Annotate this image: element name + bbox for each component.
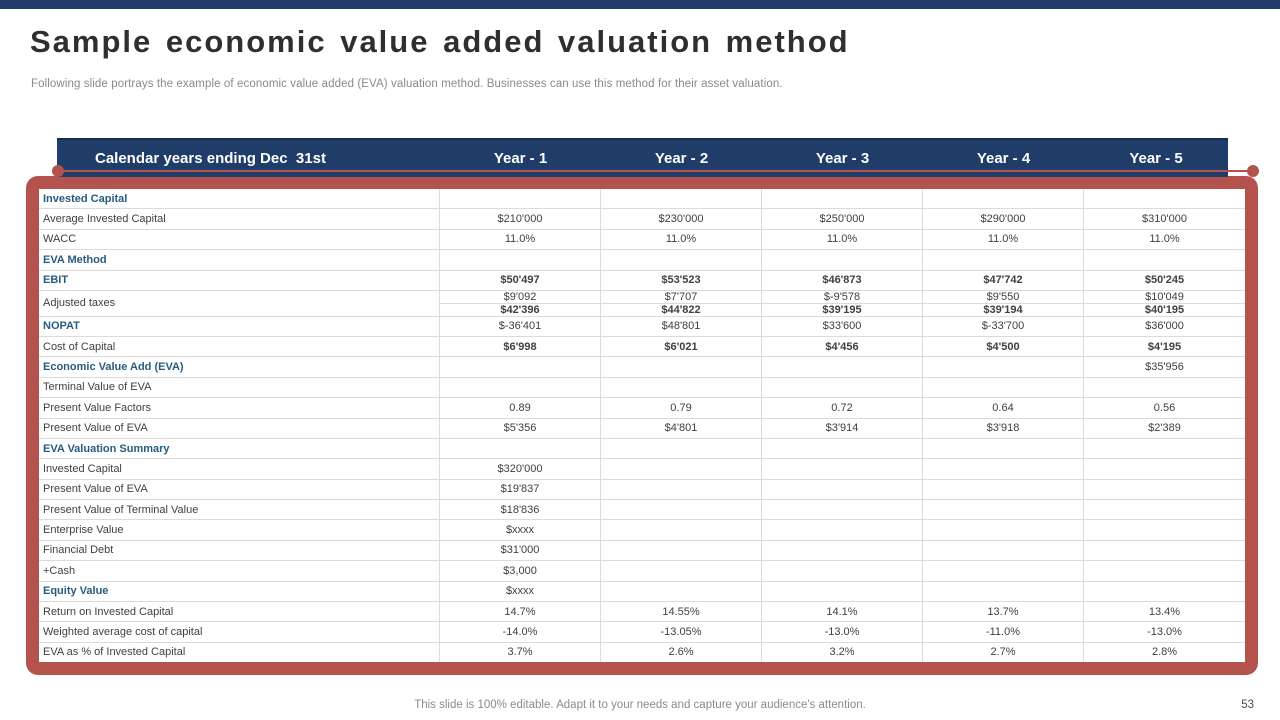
cell-value [762,582,923,601]
decorative-dot-right [1247,165,1259,177]
cell-value [1084,439,1245,458]
cell-value: 0.64 [923,398,1084,417]
row-label: Invested Capital [39,189,440,208]
header-cell-calendar: Calendar years ending Dec 31st [95,150,326,167]
cell-value: $31'000 [440,541,601,560]
cell-value [923,189,1084,208]
cell-value [601,541,762,560]
table-cell [923,291,1084,316]
cell-value: 0.72 [762,398,923,417]
cell-value [1084,459,1245,478]
row-label: Present Value Factors [39,398,440,417]
cell-value: 11.0% [440,230,601,249]
table-cell [762,291,923,316]
cell-value: $33'600 [762,317,923,336]
cell-value: $40'195 [1144,303,1185,316]
cell-value [440,378,601,397]
cell-value: $3,000 [440,561,601,580]
cell-value [762,439,923,458]
row-label: Return on Invested Capital [39,602,440,621]
cell-value [923,582,1084,601]
table-row [39,439,1245,459]
cell-value [762,520,923,539]
table-row [39,337,1245,357]
cell-value: 0.79 [601,398,762,417]
cell-value [923,378,1084,397]
cell-value [923,480,1084,499]
cell-value [762,541,923,560]
cell-value: $44'822 [661,303,701,316]
cell-value: -14.0% [440,622,601,641]
cell-value [440,439,601,458]
table-row [39,480,1245,500]
cell-value: $3'914 [762,419,923,438]
cell-value: 13.4% [1148,605,1181,618]
cell-value: $19'837 [440,480,601,499]
table-row [39,622,1245,642]
cell-value: 2.8% [1151,646,1178,659]
cell-value [440,189,601,208]
header-cell-year-5: Year - 5 [1129,150,1183,167]
table-row [39,582,1245,602]
cell-value: 13.7% [923,602,1084,621]
cell-value: 14.7% [440,602,601,621]
cell-value [923,439,1084,458]
row-label: Enterprise Value [39,520,440,539]
cell-value [1084,378,1245,397]
cell-value [923,357,1084,376]
cell-value [601,357,762,376]
cell-value: 11.0% [1149,233,1180,246]
table-row [39,271,1245,291]
cell-value: $42'396 [500,303,540,316]
cell-value [440,250,601,269]
cell-value: 0.89 [440,398,601,417]
cell-value [601,520,762,539]
cell-value [762,250,923,269]
cell-value [762,378,923,397]
row-label: Average Invested Capital [39,209,440,228]
row-label: Terminal Value of EVA [39,378,440,397]
cell-value [601,378,762,397]
cell-value [923,459,1084,478]
cell-value [762,459,923,478]
cell-value: $250'000 [762,209,923,228]
table-row [39,520,1245,540]
cell-value: $3'918 [923,419,1084,438]
row-label: Adjusted taxes [39,291,440,316]
cell-value [1084,541,1245,560]
cell-value [601,582,762,601]
row-label: Present Value of Terminal Value [39,500,440,519]
table-cell [601,291,762,316]
cell-value: -13.0% [1147,625,1182,638]
cell-value [1084,561,1245,580]
cell-value: 0.56 [1153,401,1176,414]
cell-value: 14.55% [601,602,762,621]
cell-value: $310'000 [1142,213,1187,226]
row-label: Equity Value [39,582,440,601]
cell-value: -13.0% [762,622,923,641]
cell-value [601,561,762,580]
cell-value [1084,189,1245,208]
cell-value [1084,500,1245,519]
row-label: EVA as % of Invested Capital [39,643,440,662]
top-accent-bar [0,0,1280,9]
table-row [39,602,1245,622]
cell-value [1084,250,1245,269]
cell-value [1084,582,1245,601]
cell-value [923,500,1084,519]
table-cell [1084,291,1245,316]
decorative-line [58,170,1254,172]
cell-value: $53'523 [601,271,762,290]
row-label: Invested Capital [39,459,440,478]
cell-value: $210'000 [440,209,601,228]
table-row [39,398,1245,418]
row-label: +Cash [39,561,440,580]
cell-value [923,541,1084,560]
header-cell-year-2: Year - 2 [654,150,709,167]
cell-value: $10'049 [1084,291,1245,304]
cell-value: $9'092 [440,291,600,304]
cell-value: $48'801 [601,317,762,336]
cell-value [923,520,1084,539]
table-row [39,250,1245,270]
decorative-dot-left [52,165,64,177]
cell-value: -11.0% [923,622,1084,641]
cell-value: $4'195 [1147,340,1182,353]
cell-value [923,561,1084,580]
footer-note: This slide is 100% editable. Adapt it to your needs and capture your audience's attention. [414,699,866,711]
cell-value [440,357,601,376]
cell-value: $47'742 [923,271,1084,290]
cell-value: $4'801 [601,419,762,438]
cell-value: $9'550 [923,291,1083,304]
table-row [39,561,1245,581]
cell-value: 11.0% [923,230,1084,249]
cell-value: 11.0% [762,230,923,249]
cell-value: 14.1% [762,602,923,621]
cell-value: $-9'578 [762,291,922,304]
header-cell-year-4: Year - 4 [976,150,1031,167]
row-label: Financial Debt [39,541,440,560]
cell-value [1084,480,1245,499]
table-row [39,317,1245,337]
cell-value [1084,520,1245,539]
cell-value: $50'497 [440,271,601,290]
cell-value: $xxxx [440,582,601,601]
cell-value: $-33'700 [923,317,1084,336]
cell-value: 2.6% [601,643,762,662]
table-row [39,541,1245,561]
cell-value: $35'956 [1145,361,1184,374]
table-row [39,209,1245,229]
row-label: Present Value of EVA [39,419,440,438]
cell-value: $7'707 [601,291,761,304]
cell-value: $5'356 [440,419,601,438]
cell-value: 3.7% [440,643,601,662]
cell-value: 11.0% [601,230,762,249]
table-row [39,459,1245,479]
cell-value: 2.7% [923,643,1084,662]
cell-value: $xxxx [440,520,601,539]
table-row [39,189,1245,209]
cell-value: $320'000 [440,459,601,478]
table-cell [440,291,601,316]
row-label: WACC [39,230,440,249]
row-label: Weighted average cost of capital [39,622,440,641]
row-label: EBIT [39,271,440,290]
row-label: EVA Method [39,250,440,269]
cell-value: $46'873 [762,271,923,290]
cell-value [601,500,762,519]
header-cell-year-3: Year - 3 [815,150,870,167]
cell-value [923,250,1084,269]
row-label: Cost of Capital [39,337,440,356]
cell-value [762,561,923,580]
table-row [39,500,1245,520]
cell-value: $2'389 [1148,422,1181,435]
cell-value [762,357,923,376]
cell-value: 3.2% [762,643,923,662]
page-number: 53 [1241,699,1254,711]
cell-value: $230'000 [601,209,762,228]
row-label: EVA Valuation Summary [39,439,440,458]
table-row [39,378,1245,398]
cell-value: $18'836 [440,500,601,519]
table-row [39,357,1245,377]
cell-value: -13.05% [601,622,762,641]
cell-value: $290'000 [923,209,1084,228]
row-label: NOPAT [39,317,440,336]
cell-value [601,459,762,478]
cell-value: $6'998 [440,337,601,356]
cell-value [762,500,923,519]
cell-value: $-36'401 [440,317,601,336]
cell-value [601,439,762,458]
cell-value [762,189,923,208]
cell-value: $6'021 [601,337,762,356]
cell-value [601,189,762,208]
cell-value: $4'456 [762,337,923,356]
cell-value [762,480,923,499]
cell-value [601,480,762,499]
table-row [39,643,1245,662]
cell-value: $50'245 [1144,274,1185,287]
cell-value: $39'194 [983,303,1023,316]
table-row [39,419,1245,439]
page-subtitle: Following slide portrays the example of economic value added (EVA) valuation method. Businesses can use this method for their asset valuation. [31,78,783,90]
page-title: Sample economic value added valuation method [30,24,850,59]
header-cell-year-1: Year - 1 [493,150,548,167]
table-row [39,291,1245,317]
table-row [39,230,1245,250]
cell-value: $36'000 [1145,320,1184,333]
table-body [39,189,1245,662]
row-label: Present Value of EVA [39,480,440,499]
row-label: Economic Value Add (EVA) [39,357,440,376]
cell-value [601,250,762,269]
cell-value: $4'500 [923,337,1084,356]
cell-value: $39'195 [822,303,862,316]
